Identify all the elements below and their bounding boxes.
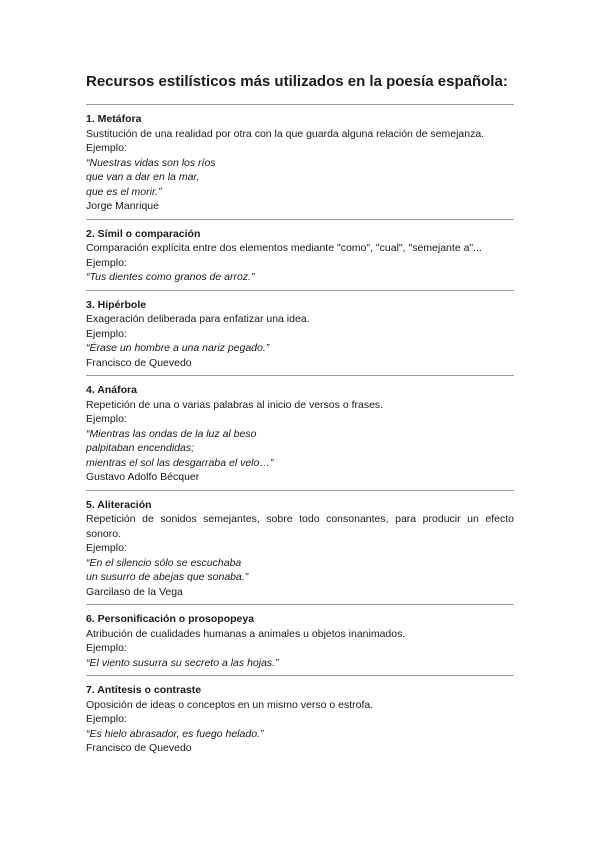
example-line: “Tus dientes como granos de arroz.” bbox=[86, 271, 255, 283]
example-line: que es el morir.” bbox=[86, 185, 162, 198]
example-label: Ejemplo: bbox=[86, 642, 127, 654]
example-line: “Érase un hombre a una nariz pegado.” bbox=[86, 342, 270, 354]
section-personificacion bbox=[86, 605, 514, 675]
example-label: Ejemplo: bbox=[86, 542, 127, 554]
section-heading: 1. Metáfora bbox=[86, 113, 142, 125]
section-definition: Comparación explícita entre dos elementos mediante "como", "cual", "semejante a"... bbox=[86, 242, 482, 254]
example-line: mientras el sol las desgarraba el velo…” bbox=[86, 456, 274, 469]
example-line: un susurro de abejas que sonaba.” bbox=[86, 571, 249, 583]
section-metafora bbox=[86, 105, 514, 219]
section-heading: 7. Antítesis o contraste bbox=[86, 684, 202, 696]
example-author: Francisco de Quevedo bbox=[86, 356, 192, 369]
example-label: Ejemplo: bbox=[86, 713, 127, 725]
section-simil bbox=[86, 220, 514, 290]
example-line: palpitaban encendidas; bbox=[86, 442, 195, 454]
section-heading: 2. Símil o comparación bbox=[86, 227, 201, 240]
section-anafora bbox=[86, 376, 514, 490]
document-page bbox=[86, 72, 514, 761]
section-antitesis bbox=[86, 676, 514, 761]
example-label: Ejemplo: bbox=[86, 413, 127, 425]
example-label: Ejemplo: bbox=[86, 327, 127, 340]
example-label: Ejemplo: bbox=[86, 256, 127, 269]
example-line: “Nuestras vidas son los ríos bbox=[86, 156, 216, 169]
section-definition: Atribución de cualidades humanas a animales u objetos inanimados. bbox=[86, 627, 406, 640]
example-line: que van a dar en la mar, bbox=[86, 171, 200, 183]
example-author: Garcilaso de la Vega bbox=[86, 585, 183, 598]
section-definition: Repetición de sonidos semejantes, sobre todo consonantes, para producir un efecto sonoro. bbox=[86, 513, 514, 540]
section-definition: Exageración deliberada para enfatizar una idea. bbox=[86, 313, 310, 325]
example-line: “Mientras las ondas de la luz al beso bbox=[86, 427, 257, 440]
section-aliteracion bbox=[86, 491, 514, 605]
example-author: Jorge Manrique bbox=[86, 200, 159, 212]
section-definition: Oposición de ideas o conceptos en un mismo verso o estrofa. bbox=[86, 698, 374, 711]
section-definition: Repetición de una o varias palabras al inicio de versos o frases. bbox=[86, 398, 384, 411]
section-definition: Sustitución de una realidad por otra con la que guarda alguna relación de semejanza. bbox=[86, 127, 485, 140]
example-author: Francisco de Quevedo bbox=[86, 742, 192, 754]
example-label: Ejemplo: bbox=[86, 142, 127, 154]
example-line: “En el silencio sólo se escuchaba bbox=[86, 556, 242, 569]
example-line: “El viento susurra su secreto a las hojas.” bbox=[86, 656, 279, 669]
example-line: “Es hielo abrasador, es fuego helado.” bbox=[86, 727, 264, 740]
section-heading: 6. Personificación o prosopopeya bbox=[86, 613, 255, 625]
section-heading: 4. Anáfora bbox=[86, 384, 137, 396]
section-heading: 5. Aliteración bbox=[86, 498, 152, 511]
page-title: Recursos estilísticos más utilizados en la poesía española: bbox=[86, 73, 508, 90]
example-author: Gustavo Adolfo Bécquer bbox=[86, 471, 200, 483]
section-hiperbole bbox=[86, 291, 514, 376]
section-heading: 3. Hipérbole bbox=[86, 298, 147, 311]
